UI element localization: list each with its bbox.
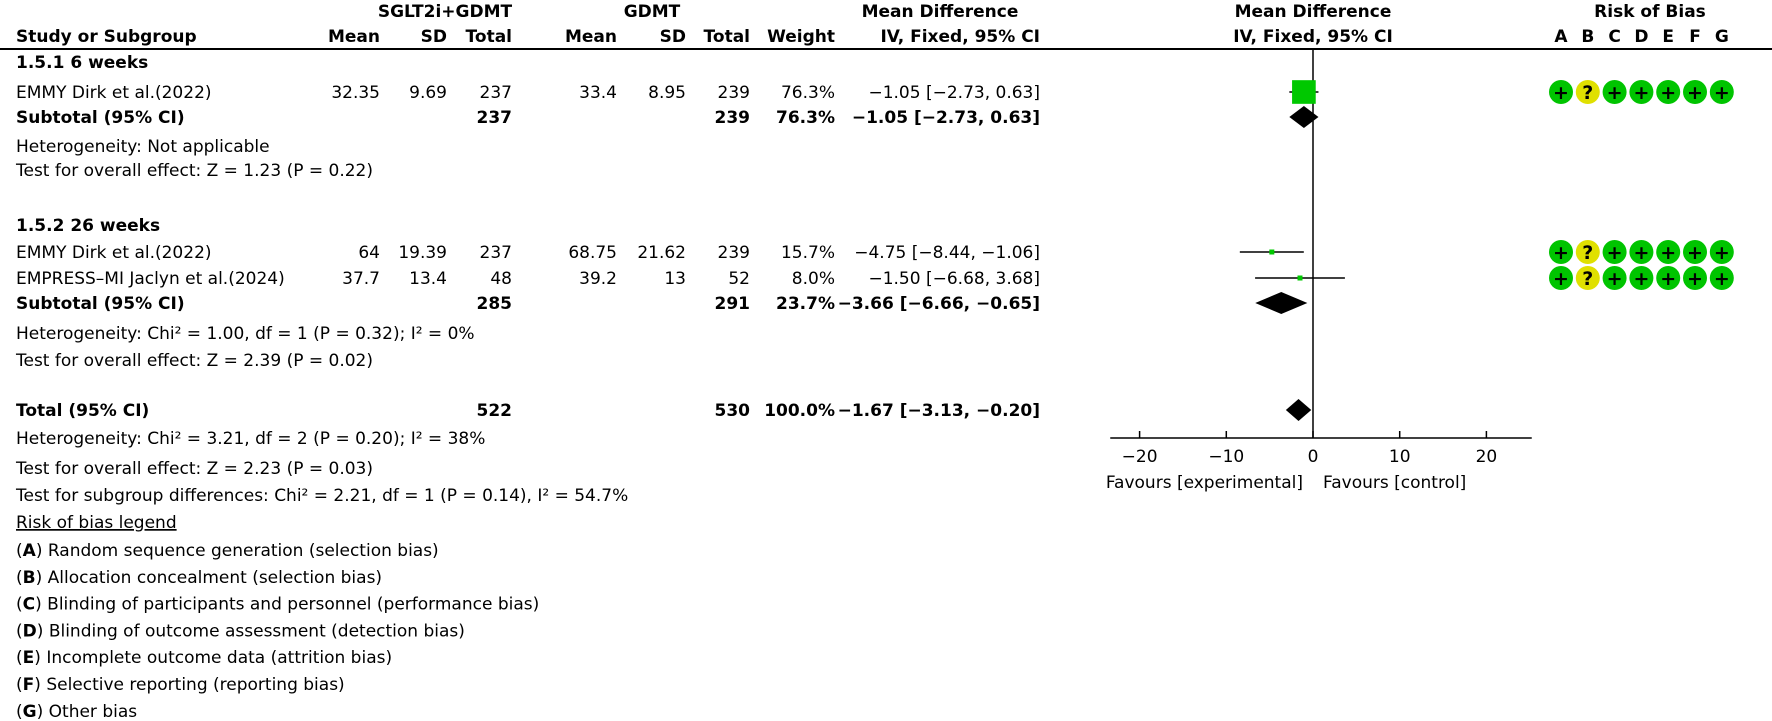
exp-sd: 13.4 <box>409 269 447 289</box>
subtotal-label: Subtotal (95% CI) <box>16 108 185 128</box>
ctrl-sd: 21.62 <box>637 243 686 263</box>
rob-letter-E: E <box>1662 27 1675 47</box>
exp-sd: 9.69 <box>409 83 447 103</box>
rob-symbol: + <box>1713 82 1730 104</box>
exp-total-header: Total <box>465 27 512 47</box>
exp-sd: 19.39 <box>398 243 447 263</box>
rob-symbol: + <box>1713 268 1730 290</box>
rob-symbol: + <box>1633 82 1650 104</box>
rob-legend-item: (C) Blinding of participants and personnel (performance bias) <box>16 594 540 615</box>
rob-legend-item: (G) Other bias <box>16 701 138 721</box>
rob-legend-item: (A) Random sequence generation (selection bias) <box>16 541 439 561</box>
favours-control-label: Favours [control] <box>1323 473 1467 493</box>
plot-method-header: IV, Fixed, 95% CI <box>1233 27 1393 47</box>
rob-legend-letter: G <box>22 701 37 721</box>
exp-total: 237 <box>479 83 512 103</box>
rob-symbol: + <box>1606 82 1623 104</box>
ctrl-sd: 13 <box>664 269 686 289</box>
x-tick-label: −20 <box>1121 447 1158 467</box>
weight: 76.3% <box>780 83 835 103</box>
x-tick-label: 0 <box>1307 447 1319 467</box>
rob-title: Risk of Bias <box>1594 2 1706 22</box>
exp-mean: 64 <box>358 243 380 263</box>
overall-effect-text: Test for overall effect: Z = 1.23 (P = 0.22) <box>16 161 373 181</box>
subtotal-ci: −3.66 [−6.66, −0.65] <box>837 294 1040 314</box>
rob-legend-text: Blinding of participants and personnel (performance bias) <box>47 594 540 615</box>
x-tick-label: 10 <box>1388 447 1411 467</box>
exp-total: 48 <box>490 269 512 289</box>
x-tick-label: −10 <box>1208 447 1245 467</box>
subtotal-ctrl-total: 291 <box>714 294 750 314</box>
ctrl-sd-header: SD <box>659 27 686 47</box>
rob-symbol: + <box>1606 268 1623 290</box>
exp-total: 237 <box>479 243 512 263</box>
total-label: Total (95% CI) <box>16 401 150 421</box>
subtotal-diamond <box>1255 292 1307 314</box>
rob-symbol: ? <box>1582 268 1594 290</box>
rob-legend-text: Blinding of outcome assessment (detection bias) <box>48 621 465 642</box>
rob-legend-letter: C <box>22 594 36 615</box>
effect-square <box>1292 80 1316 104</box>
md-ci: −4.75 [−8.44, −1.06] <box>854 243 1040 263</box>
ctrl-mean: 39.2 <box>579 269 617 289</box>
md-ci: −1.05 [−2.73, 0.63] <box>868 83 1040 103</box>
total-weight: 100.0% <box>764 401 835 421</box>
rob-legend-text: Other bias <box>48 701 138 721</box>
weight: 15.7% <box>780 243 835 263</box>
subtotal-diamond <box>1289 106 1318 128</box>
rob-letter-D: D <box>1634 27 1649 47</box>
ctrl-mean: 33.4 <box>579 83 617 103</box>
weight-header: Weight <box>767 27 835 47</box>
total-exp-total: 522 <box>476 401 512 421</box>
rob-legend-text: Incomplete outcome data (attrition bias) <box>46 648 393 669</box>
rob-symbol: + <box>1553 268 1569 290</box>
exp-group-header: SGLT2i+GDMT <box>377 2 513 22</box>
rob-symbol: + <box>1633 268 1650 290</box>
rob-legend-letter: E <box>22 648 35 669</box>
x-tick-label: 20 <box>1475 447 1498 467</box>
ctrl-total: 239 <box>717 243 750 263</box>
rob-symbol: ? <box>1582 82 1594 104</box>
rob-symbol: + <box>1660 82 1677 104</box>
rob-legend-text: Allocation concealment (selection bias) <box>47 567 383 588</box>
effect-square <box>1269 250 1274 255</box>
favours-experimental-label: Favours [experimental] <box>1105 473 1303 493</box>
study-column-header: Study or Subgroup <box>16 27 197 47</box>
exp-mean: 32.35 <box>331 83 380 103</box>
ctrl-group-header: GDMT <box>623 2 681 22</box>
total-overall-effect-text: Test for overall effect: Z = 2.23 (P = 0.03) <box>16 459 373 479</box>
rob-legend-item: (D) Blinding of outcome assessment (detection bias) <box>16 621 465 642</box>
subtotal-ctrl-total: 239 <box>714 108 750 128</box>
subgroup-title: 1.5.2 26 weeks <box>16 216 161 236</box>
rob-symbol: + <box>1687 82 1703 104</box>
md-method-header: IV, Fixed, 95% CI <box>880 27 1040 47</box>
total-ci: −1.67 [−3.13, −0.20] <box>837 401 1040 421</box>
subtotal-exp-total: 237 <box>476 108 512 128</box>
rob-symbol: + <box>1660 268 1677 290</box>
ctrl-sd: 8.95 <box>648 83 686 103</box>
study-name: EMMY Dirk et al.(2022) <box>16 243 212 263</box>
rob-symbol: + <box>1553 82 1569 104</box>
rob-symbol: + <box>1633 242 1650 264</box>
total-ctrl-total: 530 <box>714 401 750 421</box>
ctrl-mean-header: Mean <box>564 27 617 47</box>
rob-symbol: + <box>1660 242 1677 264</box>
exp-mean: 37.7 <box>342 269 380 289</box>
rob-letter-C: C <box>1608 27 1621 47</box>
rob-legend-letter: B <box>22 567 36 588</box>
rob-symbol: + <box>1713 242 1730 264</box>
rob-letter-A: A <box>1554 27 1568 47</box>
exp-mean-header: Mean <box>327 27 380 47</box>
rob-letter-B: B <box>1581 27 1595 47</box>
rob-legend-title: Risk of bias legend <box>16 513 177 533</box>
rob-letter-F: F <box>1689 27 1701 47</box>
rob-legend-item: (F) Selective reporting (reporting bias) <box>16 675 345 695</box>
rob-legend-letter: A <box>22 541 36 561</box>
rob-legend-text: Selective reporting (reporting bias) <box>46 675 345 695</box>
plot-title: Mean Difference <box>1234 2 1392 22</box>
ctrl-mean: 68.75 <box>568 243 617 263</box>
rob-symbol: + <box>1687 242 1703 264</box>
rob-legend-letter: D <box>22 621 37 642</box>
rob-legend-letter: F <box>22 675 35 695</box>
subtotal-weight: 23.7% <box>776 294 835 314</box>
study-name: EMPRESS–MI Jaclyn et al.(2024) <box>16 269 285 289</box>
rob-symbol: + <box>1553 242 1569 264</box>
total-heterogeneity-text: Heterogeneity: Chi² = 3.21, df = 2 (P = 0.20); I² = 38% <box>16 429 486 449</box>
heterogeneity-text: Heterogeneity: Chi² = 1.00, df = 1 (P = 0.32); I² = 0% <box>16 324 475 344</box>
study-name: EMMY Dirk et al.(2022) <box>16 83 212 103</box>
rob-symbol: + <box>1606 242 1623 264</box>
weight: 8.0% <box>791 269 835 289</box>
rob-symbol: + <box>1687 268 1703 290</box>
total-diamond <box>1286 399 1311 421</box>
overall-effect-text: Test for overall effect: Z = 2.39 (P = 0.02) <box>16 351 373 371</box>
ctrl-total-header: Total <box>703 27 750 47</box>
md-column-title: Mean Difference <box>861 2 1019 22</box>
effect-square <box>1297 276 1302 281</box>
subtotal-label: Subtotal (95% CI) <box>16 294 185 314</box>
rob-symbol: ? <box>1582 242 1594 264</box>
subtotal-weight: 76.3% <box>776 108 835 128</box>
rob-legend-item: (B) Allocation concealment (selection bias) <box>16 567 383 588</box>
subgroup-differences-text: Test for subgroup differences: Chi² = 2.21, df = 1 (P = 0.14), I² = 54.7% <box>16 486 629 506</box>
heterogeneity-text: Heterogeneity: Not applicable <box>16 137 270 157</box>
subtotal-exp-total: 285 <box>476 294 512 314</box>
rob-legend-item: (E) Incomplete outcome data (attrition bias) <box>16 648 393 669</box>
subtotal-ci: −1.05 [−2.73, 0.63] <box>851 108 1040 128</box>
ctrl-total: 239 <box>717 83 750 103</box>
subgroup-title: 1.5.1 6 weeks <box>16 53 149 73</box>
exp-sd-header: SD <box>420 27 447 47</box>
rob-legend-text: Random sequence generation (selection bias) <box>47 541 439 561</box>
ctrl-total: 52 <box>728 269 750 289</box>
md-ci: −1.50 [−6.68, 3.68] <box>868 269 1040 289</box>
rob-letter-G: G <box>1714 27 1729 47</box>
